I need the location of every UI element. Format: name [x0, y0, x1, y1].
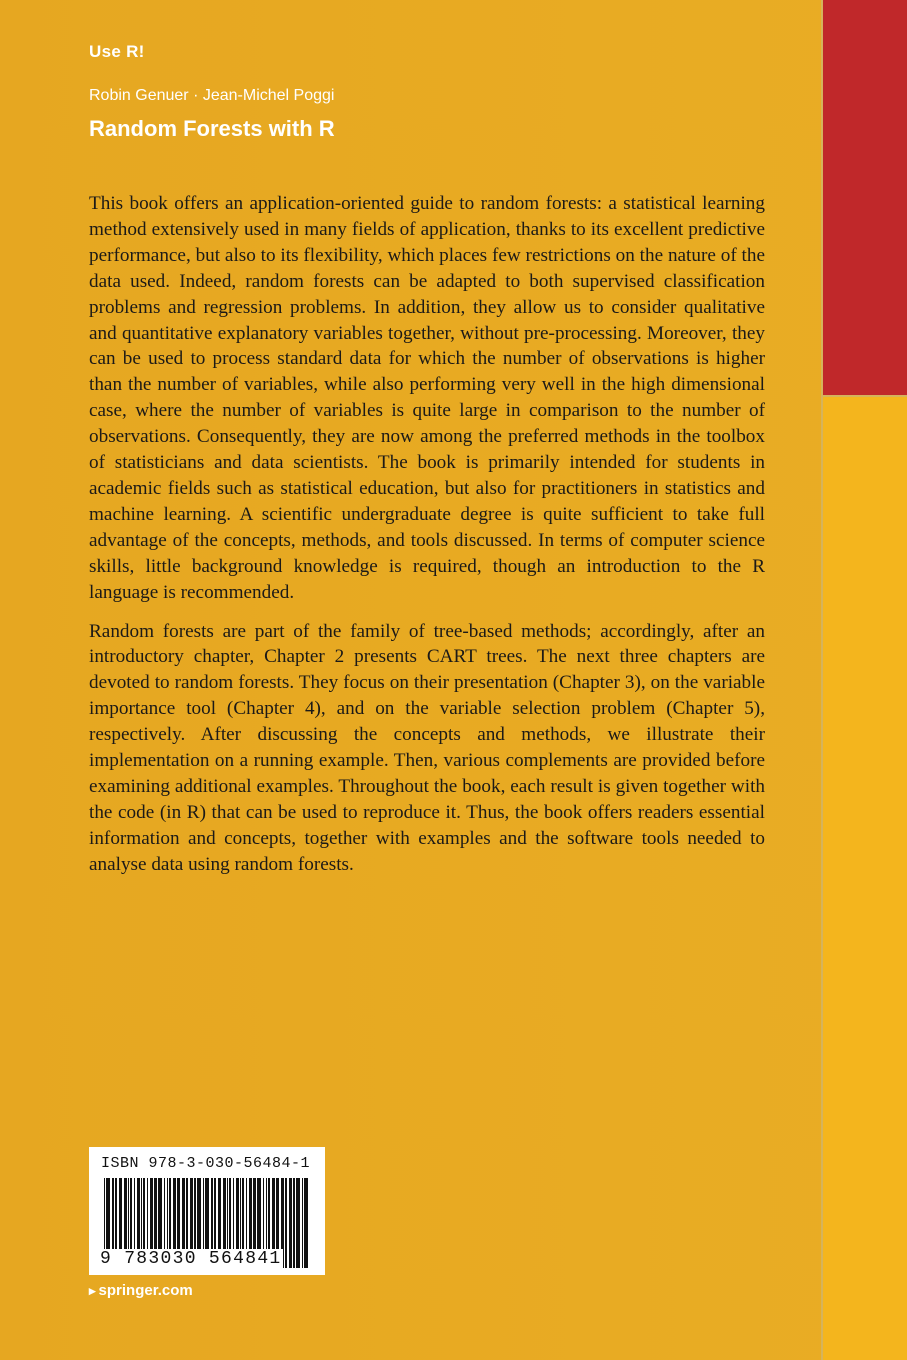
- barcode-bar: [302, 1178, 303, 1268]
- spine-yellow-band: [821, 397, 907, 1360]
- barcode-digits: 9 783030 564841: [100, 1249, 282, 1269]
- publisher-website: [89, 1282, 193, 1299]
- arrow-right-icon: ▸: [89, 1283, 96, 1298]
- isbn-label: ISBN 978-3-030-56484-1: [101, 1155, 311, 1172]
- website-text: springer.com: [98, 1282, 193, 1299]
- book-blurb: [89, 191, 765, 891]
- book-authors: Robin Genuer · Jean-Michel Poggi: [89, 87, 335, 104]
- blurb-paragraph-2: Random forests are part of the family of tree-based methods; accordingly, after an introductory chapter, Chapter 2 presents CART trees. The next three chapters are devoted to random forests. They focus on their presentation (Chapter 3), on the variable importance tool (Chapter 4), and on the variable selection problem (Chapter 5), respectively. After discussing the concepts and methods, we illustrate their implementation on a running example. Then, various complements are provided before examining additional examples. Throughout the book, each result is given together with the code (in R) that can be used to reproduce it. Thus, the book offers readers essential information and concepts, together with examples and the software tools needed to analyse data using random forests.: [89, 620, 765, 875]
- isbn-barcode: [89, 1147, 325, 1275]
- barcode-bar: [285, 1178, 287, 1268]
- barcode-bar: [289, 1178, 292, 1268]
- barcode-bar: [293, 1178, 295, 1268]
- barcode-bar: [304, 1178, 308, 1268]
- blurb-paragraph-1: This book offers an application-oriented guide to random forests: a statistical learning method extensively used in many fields of application, thanks to its excellent predictive performance, but also to its flexibility, which places few restrictions on the nature of the data used. Indeed, random forests can be adapted to both supervised classification problems and regression problems. In addition, they allow us to consider qualitative and quantitative explanatory variables together, without pre-processing. Moreover, they can be used to process standard data for which the number of observations is higher than the number of variables, while also performing very well in the high dimensional case, where the number of variables is quite large in comparison to the number of observations. Consequently, they are now among the preferred methods in the toolbox of statisticians and data scientists. The book is primarily intended for students in academic fields such as statistical education, but also for practitioners in statistics and machine learning. A scientific undergraduate degree is quite sufficient to take full advantage of the concepts, methods, and tools discussed. In terms of computer science skills, little background knowledge is required, though an introduction to the R language is recommended.: [89, 193, 765, 603]
- series-name: Use R!: [89, 42, 145, 61]
- barcode-bar: [296, 1178, 300, 1268]
- spine-red-band: [821, 0, 907, 397]
- book-title: Random Forests with R: [89, 116, 335, 141]
